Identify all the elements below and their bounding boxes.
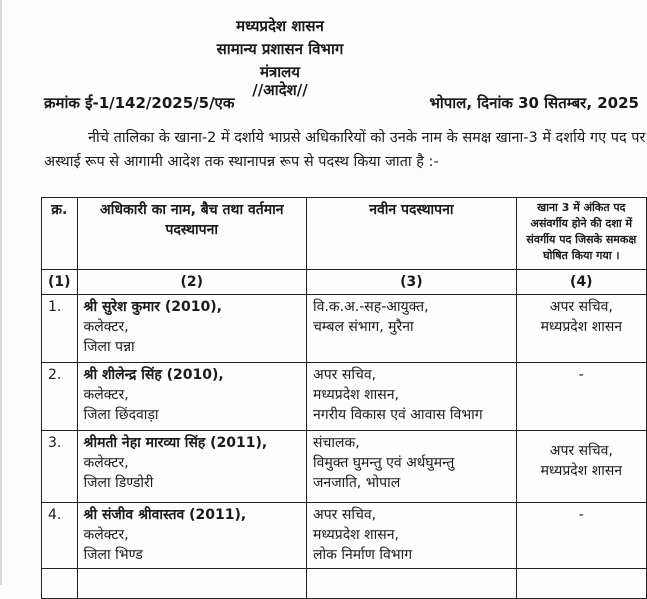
order-paragraph: नीचे तालिका के खाना-2 में दर्शाये भाप्रसे अधिकारियों को उनके नाम के समक्ष खाना-3 में दर्शाये गए पद पर अस्थाई रूप से आगामी आदेश तक स्थानापन्न रूप से पदस्थ किया जाता है :- bbox=[44, 130, 646, 170]
table-row bbox=[42, 431, 647, 503]
equivalent-cell bbox=[516, 431, 646, 503]
serial-number: 2. bbox=[42, 363, 78, 431]
table-row bbox=[42, 363, 647, 431]
reference-number: क्रमांक ई-1/142/2025/5/एक bbox=[44, 94, 235, 112]
place-date: भोपाल, दिनांक 30 सितम्बर, 2025 bbox=[429, 94, 639, 112]
new-posting-cell bbox=[307, 431, 517, 503]
equivalent-line: - bbox=[578, 367, 584, 383]
header-sno: क्र. bbox=[42, 198, 78, 270]
header-equivalent: खाना 3 में अंकित पद असंवर्गीय होने की दशा में संवर्गीय पद जिसके समकक्ष घोषित किया गया । bbox=[516, 198, 646, 270]
header-department: सामान्य प्रशासन विभाग bbox=[216, 40, 344, 58]
serial-number: 3. bbox=[42, 431, 78, 503]
new-posting-cell bbox=[307, 503, 517, 569]
header-new-posting: नवीन पदस्थापना bbox=[307, 198, 517, 270]
officer-cell bbox=[77, 503, 306, 569]
officer-cell bbox=[77, 295, 306, 363]
column-number: (4) bbox=[516, 270, 646, 295]
equivalent-line: अपर सचिव, bbox=[549, 443, 613, 459]
serial-number: 4. bbox=[42, 503, 78, 569]
new-posting-cell bbox=[307, 295, 517, 363]
new-posting-line: विमुक्त घुमन्तु एवं अर्धघुमन्तु bbox=[313, 455, 455, 471]
column-number-row bbox=[42, 270, 647, 295]
table-header-row bbox=[42, 198, 647, 270]
new-posting-line: चम्बल संभाग, मुरैना bbox=[313, 319, 414, 335]
posting-table bbox=[41, 197, 647, 599]
equivalent-line: मध्यप्रदेश शासन bbox=[540, 319, 623, 335]
current-district: जिला छिंदवाड़ा bbox=[83, 407, 159, 423]
header-government: मध्यप्रदेश शासन bbox=[236, 17, 324, 35]
current-post: कलेक्टर, bbox=[83, 319, 129, 335]
equivalent-line: मध्यप्रदेश शासन bbox=[540, 463, 623, 479]
equivalent-cell bbox=[516, 295, 646, 363]
current-post: कलेक्टर, bbox=[83, 527, 129, 543]
new-posting-line: अपर सचिव, bbox=[313, 367, 377, 383]
new-posting-line: संचालक, bbox=[313, 435, 360, 451]
new-posting-line: मध्यप्रदेश शासन, bbox=[313, 527, 399, 543]
new-posting-cell bbox=[307, 363, 517, 431]
header-ministry: मंत्रालय bbox=[259, 63, 300, 81]
equivalent-cell bbox=[516, 363, 646, 431]
officer-name: श्रीमती नेहा मारव्या सिंह (2011), bbox=[83, 435, 268, 451]
equivalent-line: - bbox=[578, 507, 584, 523]
new-posting-line: जनजाति, भोपाल bbox=[313, 475, 401, 491]
equivalent-line: अपर सचिव, bbox=[549, 299, 613, 315]
officer-cell bbox=[77, 431, 306, 503]
header-order: //आदेश// bbox=[252, 81, 308, 99]
column-number: (1) bbox=[42, 270, 78, 295]
table-row bbox=[42, 503, 647, 569]
officer-name: श्री सुरेश कुमार (2010), bbox=[83, 299, 222, 315]
equivalent-cell bbox=[516, 503, 646, 569]
officer-name: श्री शीलेन्द्र सिंह (2010), bbox=[83, 367, 224, 383]
current-district: जिला पन्ना bbox=[83, 339, 135, 355]
serial-number: 1. bbox=[42, 295, 78, 363]
header-officer: अधिकारी का नाम, बैच तथा वर्तमान पदस्थापना bbox=[77, 198, 306, 270]
officer-name: श्री संजीव श्रीवास्तव (2011), bbox=[83, 507, 247, 523]
table-row bbox=[42, 295, 647, 363]
column-number: (2) bbox=[77, 270, 306, 295]
current-post: कलेक्टर, bbox=[83, 387, 129, 403]
officer-cell bbox=[77, 363, 306, 431]
current-post: कलेक्टर, bbox=[83, 455, 129, 471]
new-posting-line: लोक निर्माण विभाग bbox=[313, 547, 413, 563]
table-row-partial bbox=[42, 569, 647, 599]
current-district: जिला डिण्डोरी bbox=[83, 475, 154, 491]
current-district: जिला भिण्ड bbox=[83, 547, 143, 563]
new-posting-line: अपर सचिव, bbox=[313, 507, 377, 523]
new-posting-line: मध्यप्रदेश शासन, bbox=[313, 387, 399, 403]
column-number: (3) bbox=[307, 270, 517, 295]
new-posting-line: वि.क.अ.-सह-आयुक्त, bbox=[313, 299, 429, 315]
new-posting-line: नगरीय विकास एवं आवास विभाग bbox=[313, 407, 483, 423]
